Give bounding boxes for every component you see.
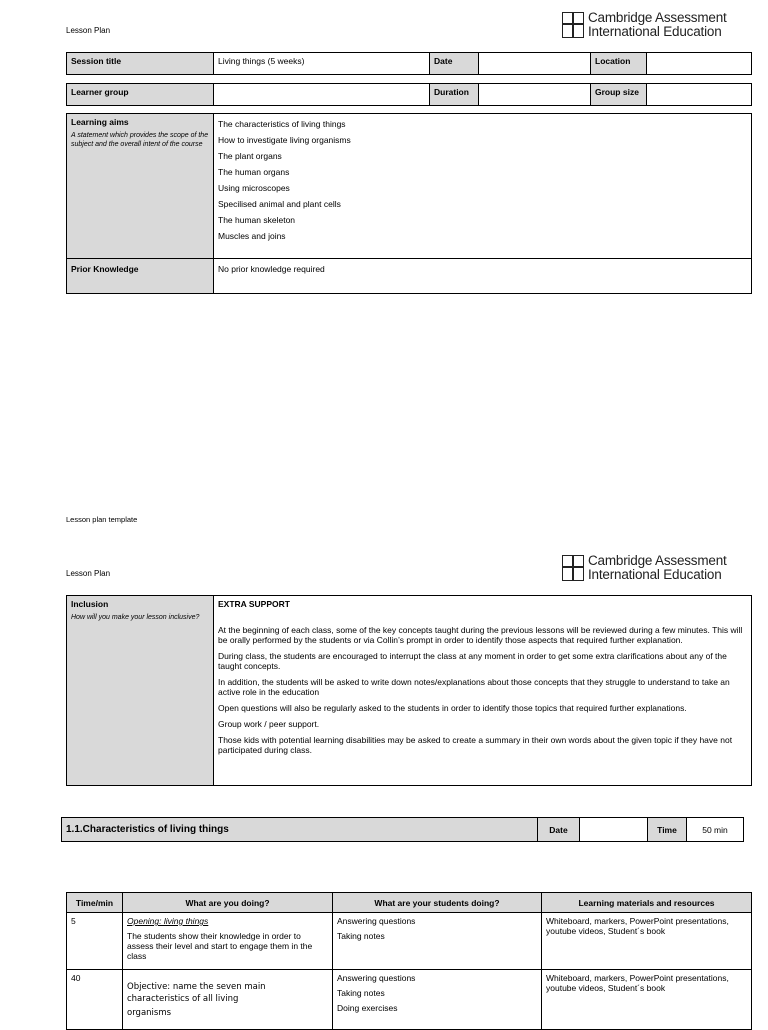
aims-table: [66, 113, 752, 294]
page-header-label: Lesson Plan: [66, 569, 111, 578]
learning-aims-label: Learning aims: [71, 117, 129, 127]
row-materials[interactable]: Whiteboard, markers, PowerPoint presentations, youtube videos, Student´s book: [542, 913, 752, 970]
session-title-label: Session title: [67, 53, 214, 75]
session-title-field[interactable]: Living things (5 weeks): [214, 53, 430, 75]
prior-knowledge-field[interactable]: No prior knowledge required: [214, 259, 752, 294]
section-time-field[interactable]: 50 min: [687, 818, 744, 842]
inclusion-heading: EXTRA SUPPORT: [218, 599, 290, 609]
header-time: Time/min: [67, 893, 123, 913]
section-title: 1.1.Characteristics of living things: [62, 818, 538, 842]
aim-item: The characteristics of living things: [218, 119, 346, 129]
inclusion-paragraph: Group work / peer support.: [218, 719, 320, 729]
learner-group-field[interactable]: [214, 84, 430, 106]
inclusion-label: Inclusion: [71, 599, 109, 609]
aim-item: Using microscopes: [218, 183, 290, 193]
lesson-plan-table: [66, 892, 752, 1030]
logo-line1: Cambridge Assessment: [588, 553, 727, 568]
learner-table: [66, 83, 752, 106]
page-footer: Lesson plan template: [66, 515, 138, 524]
logo-line2: International Education: [588, 24, 722, 39]
row-materials[interactable]: Whiteboard, markers, PowerPoint presentations, youtube videos, Student´s book: [542, 970, 752, 1030]
date-label: Date: [430, 53, 479, 75]
aim-item: The human organs: [218, 167, 290, 177]
header-doing: What are you doing?: [123, 893, 333, 913]
objective-text-cont: organisms: [127, 1008, 172, 1018]
row-time[interactable]: 5: [67, 913, 123, 970]
aim-item: Muscles and joins: [218, 231, 286, 241]
inclusion-paragraph: In addition, the students will be asked to write down notes/explanations about those concepts that they struggle to understand to take an active role in the education: [218, 677, 730, 697]
inclusion-cell: [67, 596, 214, 786]
header-materials: Learning materials and resources: [542, 893, 752, 913]
inclusion-sublabel: How will you make your lesson inclusive?: [71, 614, 200, 621]
objective-text: Objective: name the seven main characteristics of all living: [127, 982, 266, 1004]
logo-line2: International Education: [588, 567, 722, 582]
logo-line1: Cambridge Assessment: [588, 10, 727, 25]
crest-icon: [562, 555, 584, 581]
student-activity: Answering questions: [337, 973, 416, 983]
date-field[interactable]: [479, 53, 591, 75]
section-time-label: Time: [648, 818, 687, 842]
learner-group-label: Learner group: [67, 84, 214, 106]
aim-item: Specilised animal and plant cells: [218, 199, 341, 209]
aim-item: The human skeleton: [218, 215, 296, 225]
header-students: What are your students doing?: [333, 893, 542, 913]
location-field[interactable]: [647, 53, 752, 75]
opening-title: Opening: living things: [127, 916, 209, 926]
location-label: Location: [591, 53, 647, 75]
row-doing[interactable]: [123, 913, 333, 970]
student-activity: Taking notes: [337, 931, 385, 941]
inclusion-content[interactable]: [214, 596, 752, 786]
inclusion-paragraph: At the beginning of each class, some of the key concepts taught during the previous lessons will be reviewed during a few minutes. This will be orally performed by the students or via Collin’s prompt in order to identify those aspects that required further explanation.: [218, 625, 743, 645]
row-students[interactable]: [333, 970, 542, 1030]
row-doing[interactable]: [123, 970, 333, 1030]
table-row: [67, 970, 752, 1030]
prior-knowledge-label: Prior Knowledge: [67, 259, 214, 294]
session-table: [66, 52, 752, 75]
inclusion-paragraph: During class, the students are encouraged to interrupt the class at any moment in order to get some extra clarifications about any of the taught concepts.: [218, 651, 727, 671]
group-size-field[interactable]: [647, 84, 752, 106]
student-activity: Answering questions: [337, 916, 416, 926]
cambridge-logo: [562, 554, 727, 582]
row-students[interactable]: [333, 913, 542, 970]
aim-item: The plant organs: [218, 151, 282, 161]
group-size-label: Group size: [591, 84, 647, 106]
learning-aims-list[interactable]: [214, 114, 752, 259]
learning-aims-cell: [67, 114, 214, 259]
crest-icon: [562, 12, 584, 38]
section-date-field[interactable]: [580, 818, 648, 842]
duration-field[interactable]: [479, 84, 591, 106]
duration-label: Duration: [430, 84, 479, 106]
aim-item: How to investigate living organisms: [218, 135, 351, 145]
row-time[interactable]: 40: [67, 970, 123, 1030]
table-row: [67, 913, 752, 970]
section-date-label: Date: [538, 818, 580, 842]
page-header-label: Lesson Plan: [66, 26, 111, 35]
opening-text: The students show their knowledge in order to assess their level and start to engage them in the class: [127, 931, 313, 961]
student-activity: Doing exercises: [337, 1003, 398, 1013]
section-table: [61, 817, 744, 842]
student-activity: Taking notes: [337, 988, 385, 998]
inclusion-paragraph: Open questions will also be regularly asked to the students in order to identify those topics that required further explanations.: [218, 703, 687, 713]
learning-aims-sublabel: A statement which provides the scope of the subject and the overall intent of the course: [71, 132, 209, 148]
inclusion-paragraph: Those kids with potential learning disabilities may be asked to create a summary in their own words about the given topic if they have not participated during class.: [218, 735, 733, 755]
cambridge-logo: [562, 11, 727, 39]
inclusion-table: [66, 595, 752, 786]
